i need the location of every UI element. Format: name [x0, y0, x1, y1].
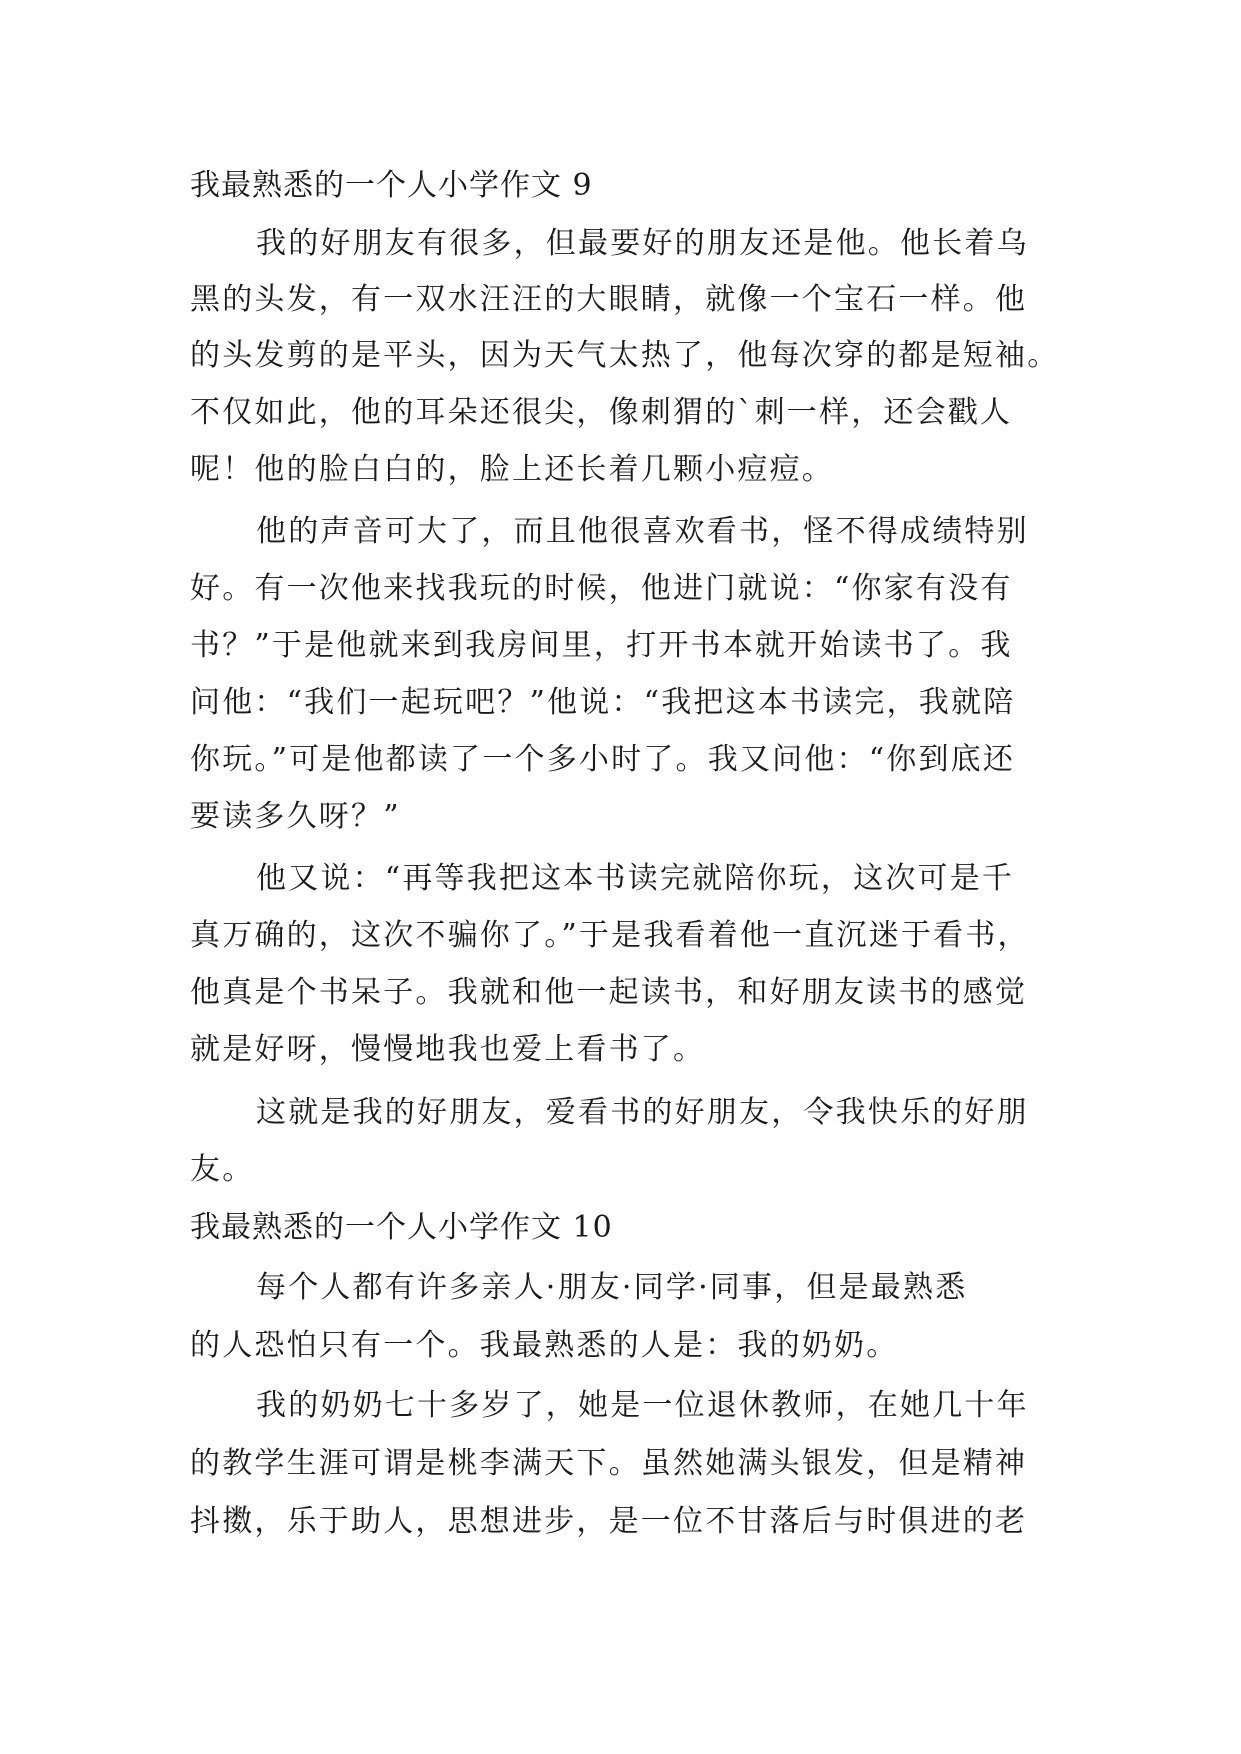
paragraph-line: 真万确的，这次不骗你了。”于是我看着他一直沉迷于看书，	[190, 918, 1030, 953]
paragraph-line: 我的好朋友有很多，但最要好的朋友还是他。他长着乌	[256, 226, 1029, 261]
paragraph-line: 友。	[190, 1152, 255, 1187]
essay-title-10: 我最熟悉的一个人小学作文 10	[190, 1210, 613, 1245]
paragraph-line: 的人恐怕只有一个。我最熟悉的人是：我的奶奶。	[190, 1328, 899, 1363]
paragraph-line: 书？”于是他就来到我房间里，打开书本就开始读书了。我	[190, 628, 1013, 663]
paragraph-line: 要读多久呀？”	[190, 799, 401, 834]
paragraph-line: 我的奶奶七十多岁了，她是一位退休教师，在她几十年	[256, 1388, 1029, 1423]
paragraph-line: 他又说：“再等我把这本书读完就陪你玩，这次可是千	[256, 861, 1015, 896]
paragraph-line: 黑的头发，有一双水汪汪的大眼睛，就像一个宝石一样。他	[190, 282, 1028, 317]
paragraph-line: 呢！他的脸白白的，脸上还长着几颗小痘痘。	[190, 452, 834, 487]
paragraph-line: 你玩。”可是他都读了一个多小时了。我又问他：“你到底还	[190, 742, 1016, 777]
paragraph-line: 问他：“我们一起玩吧？”他说：“我把这本书读完，我就陪	[190, 685, 1016, 720]
paragraph-line: 每个人都有许多亲人·朋友·同学·同事，但是最熟悉	[256, 1270, 968, 1305]
paragraph-line: 他真是个书呆子。我就和他一起读书，和好朋友读书的感觉	[190, 975, 1028, 1010]
paragraph-line: 他的声音可大了，而且他很喜欢看书，怪不得成绩特别	[256, 514, 1029, 549]
paragraph-line: 就是好呀，慢慢地我也爱上看书了。	[190, 1032, 706, 1067]
essay-title-9: 我最熟悉的一个人小学作文 9	[190, 168, 593, 203]
paragraph-line: 的头发剪的是平头，因为天气太热了，他每次穿的都是短袖。	[190, 338, 1060, 373]
paragraph-line: 抖擞，乐于助人，思想进步，是一位不甘落后与时俱进的老	[190, 1504, 1028, 1539]
paragraph-line: 这就是我的好朋友，爱看书的好朋友，令我快乐的好朋	[256, 1095, 1029, 1130]
paragraph-line: 的教学生涯可谓是桃李满天下。虽然她满头银发，但是精神	[190, 1446, 1028, 1481]
paragraph-line: 好。有一次他来找我玩的时候，他进门就说：“你家有没有	[190, 571, 1013, 606]
paragraph-line: 不仅如此，他的耳朵还很尖，像刺猬的`刺一样，还会戳人	[190, 395, 1013, 430]
